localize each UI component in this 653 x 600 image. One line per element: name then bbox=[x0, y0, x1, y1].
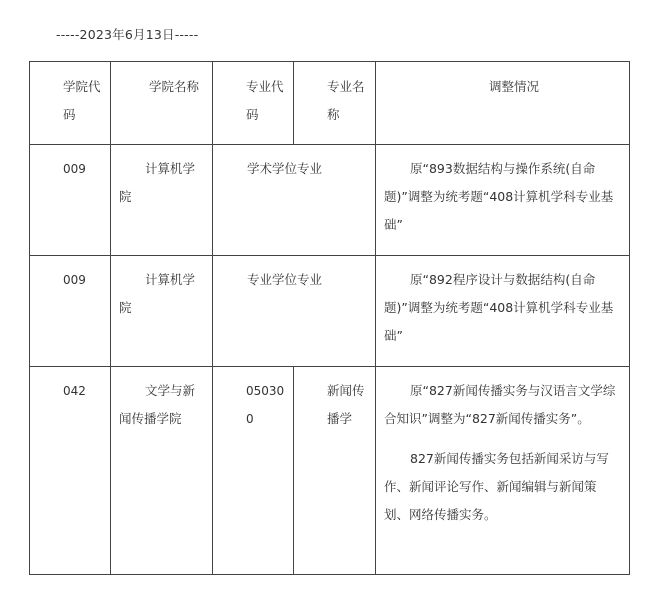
table-row bbox=[30, 145, 630, 256]
header-major-name: 专业名称 bbox=[294, 62, 376, 145]
header-adjustment: 调整情况 bbox=[376, 62, 630, 145]
cell-major-type: 专业学位专业 bbox=[213, 256, 376, 367]
cell-college-name: 计算机学院 bbox=[111, 145, 213, 256]
adjustment-note: 827新闻传播实务包括新闻采访与写作、新闻评论写作、新闻编辑与新闻策划、网络传播实务。 bbox=[384, 451, 609, 522]
date-line: -----2023年6月13日----- bbox=[56, 27, 199, 42]
header-college-name: 学院名称 bbox=[111, 62, 213, 145]
cell-college-name: 文学与新闻传播学院 bbox=[111, 367, 213, 575]
cell-major-type: 学术学位专业 bbox=[213, 145, 376, 256]
header-college-code: 学院代码 bbox=[30, 62, 111, 145]
adjustment-text: 原“827新闻传播实务与汉语言文学综合知识”调整为“827新闻传播实务”。 bbox=[384, 383, 616, 426]
table-row bbox=[30, 367, 630, 575]
cell-major-name: 新闻传播学 bbox=[294, 367, 376, 575]
cell-adjustment: 原“893数据结构与操作系统(自命题)”调整为统考题“408计算机学科专业基础” bbox=[376, 145, 630, 256]
cell-college-code: 009 bbox=[30, 256, 111, 367]
cell-college-code: 009 bbox=[30, 145, 111, 256]
table-row bbox=[30, 256, 630, 367]
table-header-row bbox=[30, 62, 630, 145]
header-major-code: 专业代码 bbox=[213, 62, 294, 145]
cell-adjustment bbox=[376, 367, 630, 575]
cell-adjustment: 原“892程序设计与数据结构(自命题)”调整为统考题“408计算机学科专业基础” bbox=[376, 256, 630, 367]
cell-major-code: 050300 bbox=[213, 367, 294, 575]
cell-college-code: 042 bbox=[30, 367, 111, 575]
cell-college-name: 计算机学院 bbox=[111, 256, 213, 367]
adjustment-table bbox=[29, 61, 630, 575]
